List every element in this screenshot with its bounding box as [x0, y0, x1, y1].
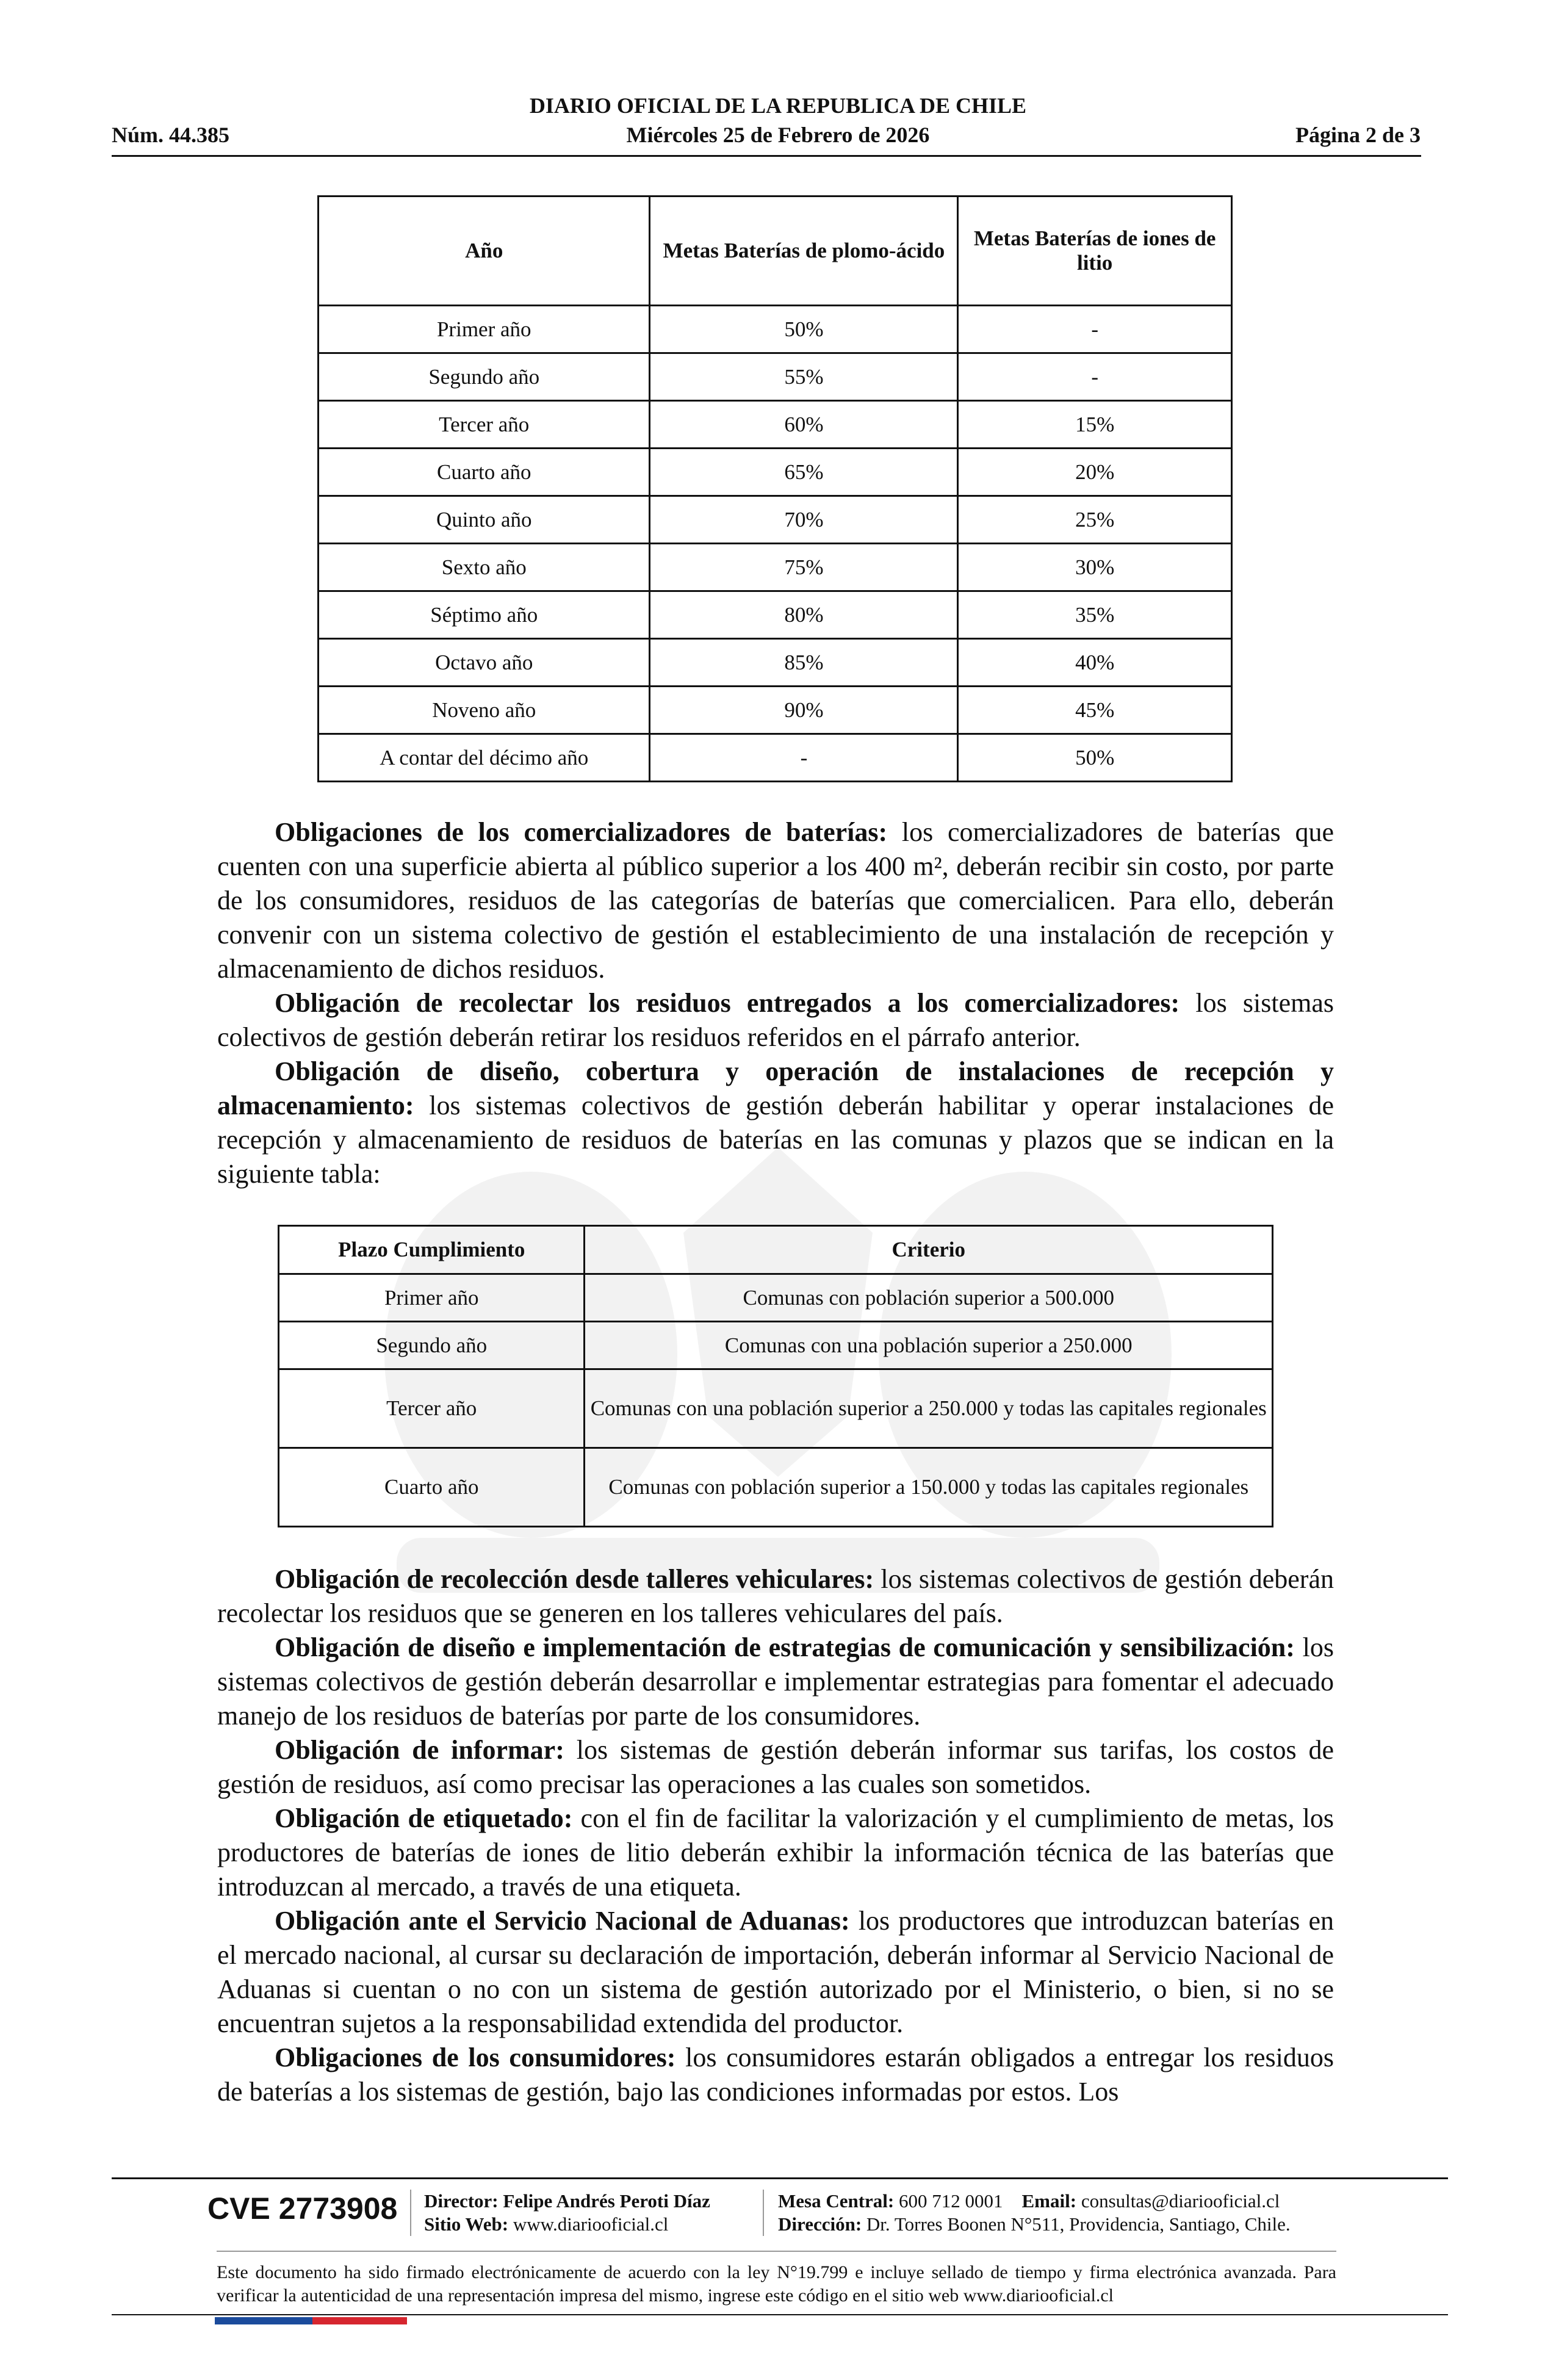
- director-label: Director:: [424, 2190, 499, 2212]
- table-cell: 35%: [958, 591, 1232, 639]
- paragraph-body: los sistemas de gestión deberán informar sus tarifas, los costos de gestión de residuos, así como precisar las operaciones a las cuales son sometidos.: [217, 1735, 1334, 1799]
- paragraph-body: los sistemas colectivos de gestión deberán recolectar los residuos que se generen en los talleres vehiculares del país.: [217, 1564, 1334, 1628]
- table-cell: Quinto año: [319, 496, 650, 544]
- table-header-row: [279, 1226, 1273, 1274]
- paragraph: [217, 986, 1334, 1055]
- paragraph: [217, 1904, 1334, 2041]
- table-cell: Primer año: [319, 306, 650, 353]
- column-header: Criterio: [585, 1226, 1273, 1274]
- table-cell: -: [958, 353, 1232, 401]
- table-cell: 90%: [650, 687, 958, 734]
- table-row: [319, 496, 1232, 544]
- table-cell: 25%: [958, 496, 1232, 544]
- email-label: Email:: [1021, 2190, 1077, 2212]
- table-cell: Cuarto año: [319, 449, 650, 496]
- table-cell: 40%: [958, 639, 1232, 687]
- page-indicator: Página 2 de 3: [1295, 123, 1421, 147]
- table-cell: 20%: [958, 449, 1232, 496]
- table-cell: Comunas con una población superior a 250.000 y todas las capitales regionales: [585, 1369, 1273, 1448]
- phone-label: Mesa Central:: [778, 2190, 895, 2212]
- table-cell: 60%: [650, 401, 958, 449]
- footer-divider: [112, 2177, 1448, 2179]
- column-header: Año: [319, 197, 650, 306]
- address-value: Dr. Torres Boonen N°511, Providencia, Santiago, Chile.: [866, 2213, 1291, 2235]
- table-cell: Comunas con población superior a 150.000 y todas las capitales regionales: [585, 1448, 1273, 1527]
- paragraph-body: los sistemas colectivos de gestión deberán retirar los residuos referidos en el párrafo anterior.: [217, 988, 1334, 1052]
- column-header: Metas Baterías de plomo-ácido: [650, 197, 958, 306]
- footer-bottom-divider: [112, 2314, 1448, 2315]
- table-cell: Tercer año: [319, 401, 650, 449]
- paragraph-heading: Obligación de diseño e implementación de estrategias de comunicación y sensibilización:: [275, 1632, 1295, 1662]
- paragraph-heading: Obligación ante el Servicio Nacional de Aduanas:: [275, 1906, 850, 1936]
- table-cell: 45%: [958, 687, 1232, 734]
- table-cell: -: [958, 306, 1232, 353]
- site-link[interactable]: www.diariooficial.cl: [513, 2213, 669, 2235]
- table-cell: Comunas con una población superior a 250.000: [585, 1322, 1273, 1369]
- table-row: [319, 353, 1232, 401]
- deadlines-table: [278, 1225, 1273, 1527]
- paragraph-heading: Obligación de recolección desde talleres vehiculares:: [275, 1564, 874, 1594]
- paragraph-heading: Obligación de informar:: [275, 1735, 564, 1765]
- flag-stripe-blue: [215, 2317, 312, 2324]
- email-link[interactable]: consultas@diariooficial.cl: [1081, 2190, 1280, 2212]
- body-text-section-2: [217, 1562, 1334, 2109]
- table-row: [319, 591, 1232, 639]
- paragraph-heading: Obligación de diseño, cobertura y operación de instalaciones de recepción y almacenamiento:: [217, 1056, 1334, 1120]
- header-divider: [112, 155, 1421, 157]
- site-label: Sitio Web:: [424, 2213, 509, 2235]
- footer-note-divider: [217, 2251, 1336, 2252]
- table-cell: Octavo año: [319, 639, 650, 687]
- issue-number: Núm. 44.385: [112, 123, 230, 147]
- table-cell: 80%: [650, 591, 958, 639]
- table-cell: 85%: [650, 639, 958, 687]
- table-row: [319, 687, 1232, 734]
- paragraph-body: los consumidores estarán obligados a entregar los residuos de baterías a los sistemas de gestión, bajo las condiciones informadas por estos. Los: [217, 2043, 1334, 2107]
- footer-separator: [410, 2190, 411, 2236]
- table-cell: Comunas con población superior a 500.000: [585, 1274, 1273, 1322]
- paragraph: [217, 815, 1334, 986]
- table-cell: A contar del décimo año: [319, 734, 650, 782]
- paragraph: [217, 1733, 1334, 1801]
- table-cell: 65%: [650, 449, 958, 496]
- body-text-section-1: [217, 815, 1334, 1191]
- table-cell: Segundo año: [319, 353, 650, 401]
- paragraph-body: con el fin de facilitar la valorización y el cumplimiento de metas, los productores de baterías de iones de litio deberán exhibir la información técnica de las baterías que introduzcan al mercado, a través de una etiqueta.: [217, 1803, 1334, 1902]
- table-cell: Segundo año: [279, 1322, 585, 1369]
- table-row: [319, 734, 1232, 782]
- column-header: Plazo Cumplimiento: [279, 1226, 585, 1274]
- paragraph: [217, 1562, 1334, 1631]
- table-cell: 55%: [650, 353, 958, 401]
- table-row: [319, 639, 1232, 687]
- paragraph-body: los productores que introduzcan baterías en el mercado nacional, al cursar su declaración de importación, deberán informar al Servicio Nacional de Aduanas si cuentan o no con un sistema de gestión autorizado por el Ministerio, o bien, si no se encuentran sujetos a la responsabilidad extendida del productor.: [217, 1906, 1334, 2038]
- director-name: Felipe Andrés Peroti Díaz: [503, 2190, 710, 2212]
- paragraph-body: los comercializadores de baterías que cuenten con una superficie abierta al público superior a los 400 m², deberán recibir sin costo, por parte de los consumidores, residuos de las categorías de baterías que comercialicen. Para ello, deberán convenir con un sistema colectivo de gestión el establecimiento de una instalación de recepción y almacenamiento de dichos residuos.: [217, 817, 1334, 984]
- paragraph-heading: Obligaciones de los consumidores:: [275, 2043, 676, 2072]
- table-row: [319, 544, 1232, 591]
- paragraph: [217, 2041, 1334, 2109]
- paragraph: [217, 1055, 1334, 1191]
- table-row: [319, 306, 1232, 353]
- paragraph-heading: Obligación de etiquetado:: [275, 1803, 573, 1833]
- phone-value: 600 712 0001: [899, 2190, 1003, 2212]
- table-cell: 70%: [650, 496, 958, 544]
- table-row: [279, 1369, 1273, 1448]
- table-cell: Séptimo año: [319, 591, 650, 639]
- table-header-row: [319, 197, 1232, 306]
- footer-signature-note: Este documento ha sido firmado electrónicamente de acuerdo con la ley N°19.799 e incluye sellado de tiempo y firma electrónica avanzada. Para verificar la autenticidad de una representación impresa del mismo, ingrese este código en el sitio web www.diariooficial.cl: [217, 2262, 1336, 2306]
- table-cell: 50%: [958, 734, 1232, 782]
- paragraph: [217, 1631, 1334, 1733]
- paragraph: [217, 1801, 1334, 1904]
- table-row: [319, 449, 1232, 496]
- flag-stripe-red: [312, 2317, 407, 2324]
- table-cell: Sexto año: [319, 544, 650, 591]
- table-cell: Primer año: [279, 1274, 585, 1322]
- paragraph-heading: Obligación de recolectar los residuos entregados a los comercializadores:: [275, 988, 1180, 1018]
- address-label: Dirección:: [778, 2213, 862, 2235]
- table-row: [279, 1448, 1273, 1527]
- table-cell: Noveno año: [319, 687, 650, 734]
- table-cell: Cuarto año: [279, 1448, 585, 1527]
- table-cell: 30%: [958, 544, 1232, 591]
- table-cell: 15%: [958, 401, 1232, 449]
- paragraph-body: los sistemas colectivos de gestión deberán desarrollar e implementar estrategias para fomentar el adecuado manejo de los residuos de baterías por parte de los consumidores.: [217, 1632, 1334, 1731]
- goals-table: [317, 195, 1233, 782]
- column-header: Metas Baterías de iones de litio: [958, 197, 1232, 306]
- footer-contact-block: [778, 2190, 1291, 2236]
- table-cell: 75%: [650, 544, 958, 591]
- cve-code: CVE 2773908: [207, 2191, 398, 2226]
- table-row: [279, 1274, 1273, 1322]
- footer-separator: [763, 2190, 764, 2236]
- table-cell: Tercer año: [279, 1369, 585, 1448]
- footer-director-block: [424, 2190, 710, 2236]
- paragraph-heading: Obligaciones de los comercializadores de baterías:: [275, 817, 888, 847]
- table-cell: 50%: [650, 306, 958, 353]
- table-row: [319, 401, 1232, 449]
- paragraph-body: los sistemas colectivos de gestión deberán habilitar y operar instalaciones de recepción y almacenamiento de residuos de baterías en las comunas y plazos que se indican en la siguiente tabla:: [217, 1091, 1334, 1189]
- table-row: [279, 1322, 1273, 1369]
- issue-date: Miércoles 25 de Febrero de 2026: [626, 123, 930, 147]
- table-cell: -: [650, 734, 958, 782]
- newspaper-title: DIARIO OFICIAL DE LA REPUBLICA DE CHILE: [529, 93, 1027, 118]
